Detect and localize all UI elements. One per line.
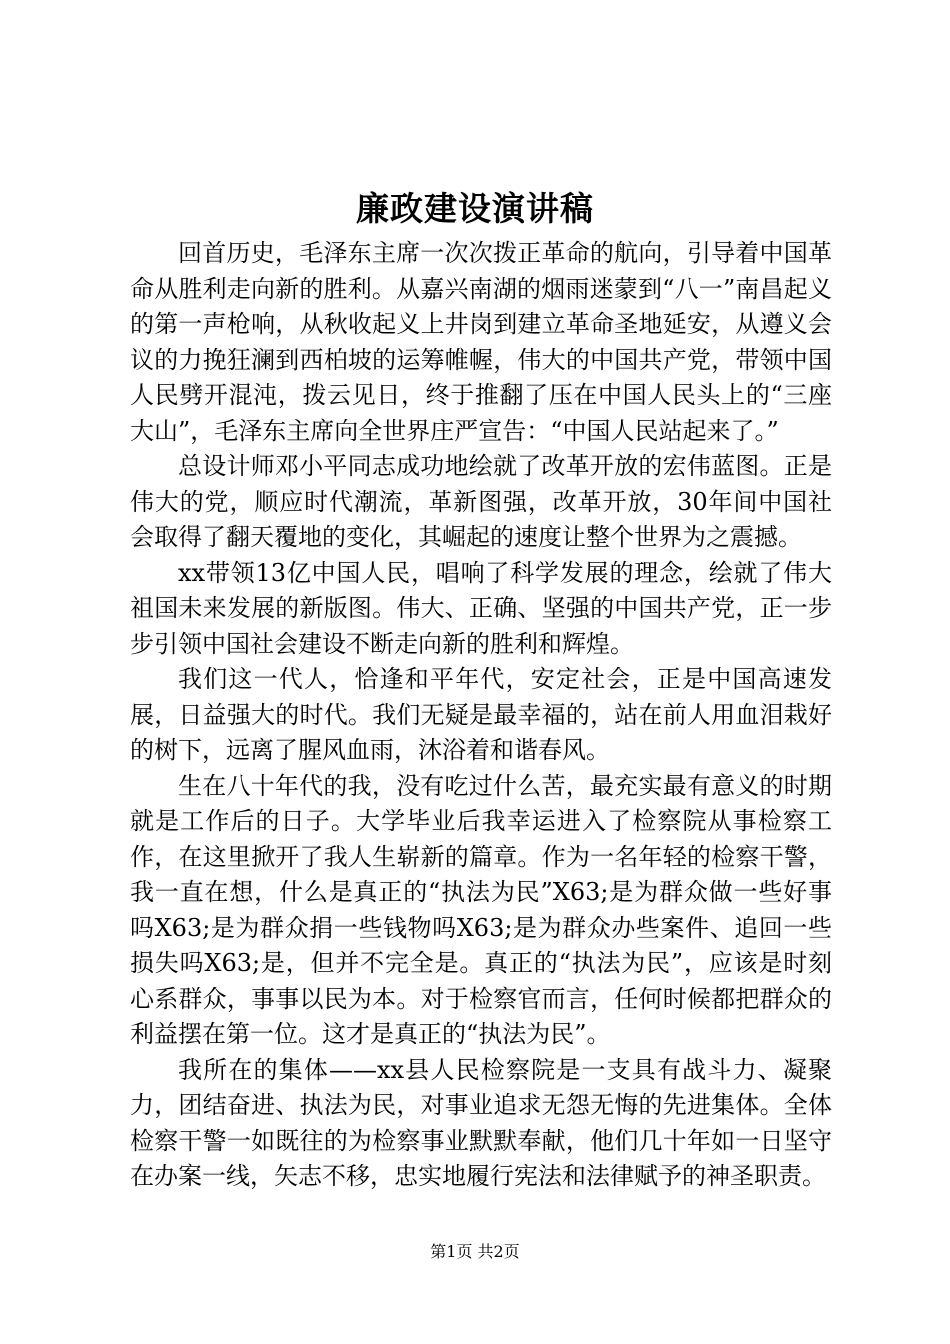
paragraph-1: 回首历史，毛泽东主席一次次拨正革命的航向，引导着中国革命从胜利走向新的胜利。从嘉兴南湖的烟雨迷蒙到“八一”南昌起义的第一声枪响，从秋收起义上井岗到建立革命圣地延安，从遵义会议的力挽狂澜到西柏坡的运筹帷幄，伟大的中国共产党，带领中国人民劈开混沌，拨云见日，终于推翻了压在中国人民头上的“三座大山”，毛泽东主席向全世界庄严宣告：“中国人民站起来了。” <box>130 239 832 445</box>
document-body <box>130 236 832 1195</box>
paragraph-6: 我所在的集体——xx县人民检察院是一支具有战斗力、凝聚力，团结奋进、执法为民，对事业追求无怨无悔的先进集体。全体检察干警一如既往的为检察事业默默奉献，他们几十年如一日坚守在办案一线，矢志不移，忠实地履行宪法和法律赋予的神圣职责。 <box>130 1055 832 1190</box>
paragraph-3: xx带领13亿中国人民，唱响了科学发展的理念，绘就了伟大祖国未来发展的新版图。伟大、正确、坚强的中国共产党，正一步步引领中国社会建设不断走向新的胜利和辉煌。 <box>130 558 832 658</box>
paragraph-5: 生在八十年代的我，没有吃过什么苦，最充实最有意义的时期就是工作后的日子。大学毕业后我幸运进入了检察院从事检察工作，在这里掀开了我人生崭新的篇章。作为一名年轻的检察干警，我一直在想，什么是真正的“执法为民”X63;是为群众做一些好事吗X63;是为群众捐一些钱物吗X63;是为群众办些案件、追回一些损失吗X63;是，但并不完全是。真正的“执法为民”，应该是时刻心系群众，事事以民为本。对于检察官而言，任何时候都把群众的利益摆在第一位。这才是真正的“执法为民”。 <box>130 771 832 1048</box>
paragraph-4: 我们这一代人，恰逢和平年代，安定社会，正是中国高速发展，日益强大的时代。我们无疑是最幸福的，站在前人用血泪栽好的树下，远离了腥风血雨，沐浴着和谐春风。 <box>130 665 832 764</box>
document-title: 廉政建设演讲稿 <box>356 189 594 228</box>
paragraph-2: 总设计师邓小平同志成功地绘就了改革开放的宏伟蓝图。正是伟大的党，顺应时代潮流，革新图强，改革开放，30年间中国社会取得了翻天覆地的变化，其崛起的速度让整个世界为之震撼。 <box>130 452 832 551</box>
page-footer: 第1页 共2页 <box>430 1242 520 1261</box>
